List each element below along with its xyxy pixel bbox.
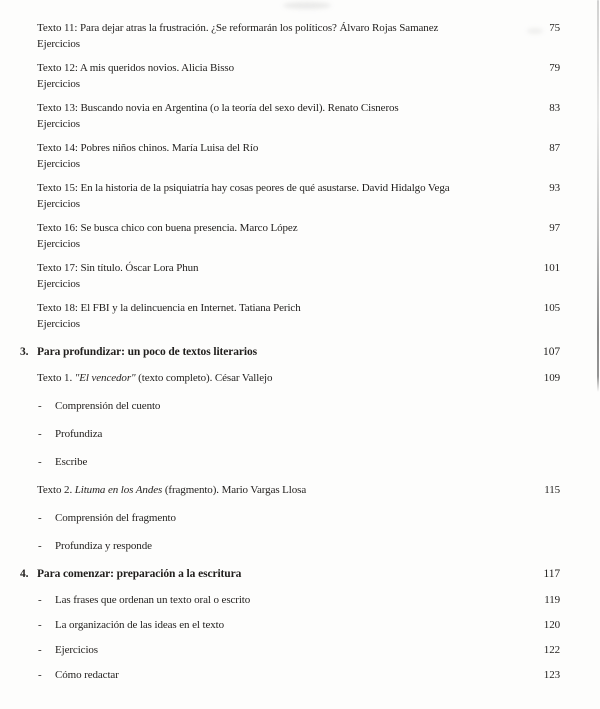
bullet-label: Escribe [55,456,88,468]
toc-entry [0,300,600,332]
bullet-label: Ejercicios [55,644,98,656]
ejercicios-label: Ejercicios [37,158,80,170]
toc-entry [0,140,600,172]
ejercicios-label: Ejercicios [37,278,80,290]
entry-title-prefix: Texto 1. [37,372,75,384]
bullet-label: La organización de las ideas en el texto [55,619,224,631]
page-number: 97 [549,222,560,234]
entry-title: Texto 14: Pobres niños chinos. María Luisa del Río [37,142,259,154]
bullet-item [0,538,600,554]
toc-entry-line [0,100,600,116]
bullet-label: Profundiza y responde [55,540,152,552]
bullet-item [0,510,600,526]
page-number: 79 [549,62,560,74]
bullet-item [0,398,600,414]
entry-title: Texto 12: A mis queridos novios. Alicia Bisso [37,62,235,74]
section-number: 4. [20,568,29,580]
toc-entry [0,20,600,52]
bullet-dash: - [38,400,42,412]
section-heading-4 [0,566,600,582]
page-number: 109 [543,372,560,384]
bullet-item [0,667,600,683]
toc-entry-line [0,260,600,276]
toc-entry-line [0,20,600,36]
bullet-dash: - [38,644,42,656]
entry-title: Texto 18: El FBI y la delincuencia en Internet. Tatiana Perich [37,302,301,314]
ejercicios-label: Ejercicios [37,318,80,330]
toc-entry-line [0,300,600,316]
bullet-label: Las frases que ordenan un texto oral o escrito [55,594,251,606]
entry-title: Texto 11: Para dejar atras la frustración. ¿Se reformarán los políticos? Álvaro Rojas Samanez [37,22,439,34]
entry-title-prefix: Texto 2. [37,484,75,496]
entry-title-italic: Lituma en los Andes [74,484,163,496]
bullet-label: Profundiza [55,428,103,440]
toc-entry [0,180,600,212]
scan-smudge [283,2,331,9]
page-number: 122 [543,644,560,656]
bullet-dash: - [38,619,42,631]
toc-entry [0,260,600,292]
entry-title-rest: (texto completo). César Vallejo [135,372,273,384]
toc-entry [0,60,600,92]
bullet-dash: - [38,669,42,681]
page-number: 83 [549,102,560,114]
section-title: Para profundizar: un poco de textos literarios [37,346,258,358]
bullet-item [0,592,600,608]
bullet-dash: - [38,456,42,468]
page-number: 101 [543,262,560,274]
bullet-dash: - [38,512,42,524]
ejercicios-label: Ejercicios [37,38,80,50]
page-number: 107 [543,346,560,358]
toc-entry-line [0,220,600,236]
scan-edge-artifact [597,0,599,392]
entry-title: Texto 13: Buscando novia en Argentina (o la teoría del sexo devil). Renato Cisneros [37,102,399,114]
bullet-label: Comprensión del fragmento [55,512,176,524]
bullet-item [0,617,600,633]
entry-title: Texto 17: Sin título. Óscar Lora Phun [37,262,199,274]
page-number: 119 [544,594,560,606]
section-number: 3. [20,346,29,358]
page-number: 123 [543,669,560,681]
toc-entry-line [0,140,600,156]
toc-entry [0,100,600,132]
toc-entry-line [0,482,600,498]
ejercicios-label: Ejercicios [37,198,80,210]
toc-entry [0,220,600,252]
entry-title-italic: "El vencedor" [74,372,136,384]
section-title: Para comenzar: preparación a la escritura [37,568,242,580]
bullet-dash: - [38,428,42,440]
ejercicios-label: Ejercicios [37,238,80,250]
page-number: 75 [549,22,560,34]
ejercicios-label: Ejercicios [37,78,80,90]
entry-title: Texto 16: Se busca chico con buena presencia. Marco López [37,222,298,234]
scan-smudge [527,28,543,34]
page-number: 105 [543,302,560,314]
bullet-label: Comprensión del cuento [55,400,161,412]
bullet-item [0,426,600,442]
entry-title: Texto 15: En la historia de la psiquiatría hay cosas peores de qué asustarse. David Hidalgo Vega [37,182,450,194]
bullet-item [0,454,600,470]
toc-entry-line [0,370,600,386]
entry-title [37,370,530,386]
page-number: 87 [549,142,560,154]
bullet-dash: - [38,540,42,552]
ejercicios-label: Ejercicios [37,118,80,130]
page-number: 93 [549,182,560,194]
page-number: 115 [544,484,560,496]
entry-title [37,482,530,498]
page-number: 120 [543,619,560,631]
section-heading-3 [0,344,600,360]
bullet-label: Cómo redactar [55,669,119,681]
entry-title-rest: (fragmento). Mario Vargas Llosa [162,484,307,496]
bullet-item [0,642,600,658]
bullet-dash: - [38,594,42,606]
toc-entry-line [0,180,600,196]
page-number: 117 [543,568,560,580]
toc-entry-line [0,60,600,76]
